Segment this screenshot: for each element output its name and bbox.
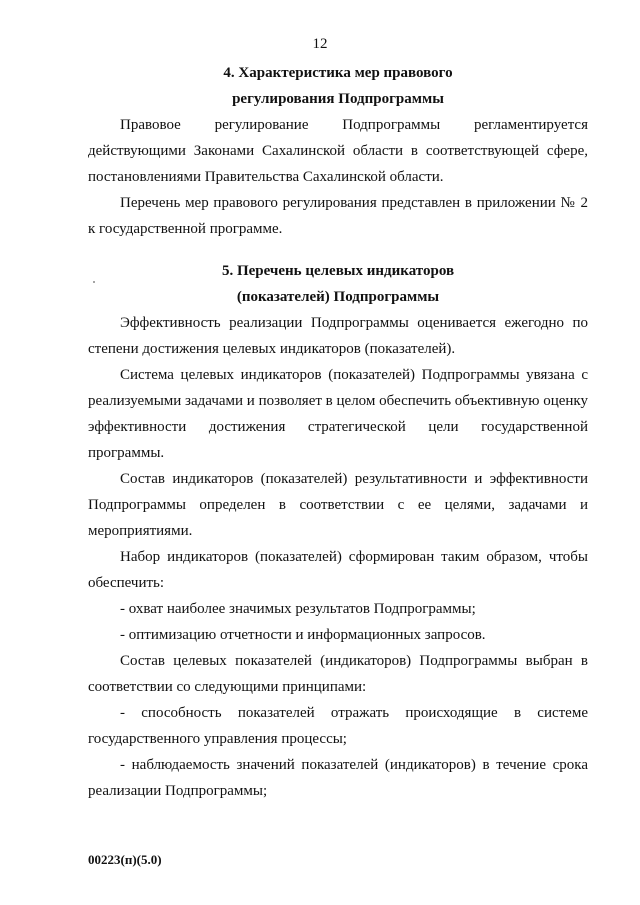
list-item: - наблюдаемость значений показателей (индикаторов) в течение срока реализации Подпрограммы; [88, 757, 588, 799]
section-target-indicators [88, 258, 588, 804]
paragraph: Правовое регулирование Подпрограммы регламентируется действующими Законами Сахалинской области в соответствующей сфере, постановлениями Правительства Сахалинской области. [88, 117, 588, 185]
paragraph: Система целевых индикаторов (показателей) Подпрограммы увязана с реализуемыми задачами и позволяет в целом обеспечить объективную оценку эффективности достижения стратегической цели государственной программы. [88, 367, 588, 461]
paragraph: Эффективность реализации Подпрограммы оценивается ежегодно по степени достижения целевых индикаторов (показателей). [88, 315, 588, 357]
section-heading [88, 258, 588, 310]
scan-speck [93, 281, 95, 283]
document-code: 00223(п)(5.0) [88, 852, 162, 867]
list-item: - охват наиболее значимых результатов Подпрограммы; [120, 601, 476, 617]
section-heading [88, 60, 588, 112]
heading-line-1: 5. Перечень целевых индикаторов [221, 263, 455, 279]
document-body [88, 60, 588, 820]
paragraph: Состав индикаторов (показателей) результативности и эффективности Подпрограммы определен в соответствии с ее целями, задачами и мероприятиями. [88, 471, 588, 539]
paragraph: Перечень мер правового регулирования представлен в приложении № 2 к государственной программе. [88, 195, 588, 237]
list-item: - оптимизацию отчетности и информационных запросов. [120, 627, 486, 643]
heading-line-1: 4. Характеристика мер правового [223, 65, 453, 81]
page-number: 12 [312, 36, 328, 52]
heading-line-2: регулирования Подпрограммы [232, 91, 444, 107]
paragraph: Набор индикаторов (показателей) сформирован таким образом, чтобы обеспечить: [88, 549, 588, 591]
list-item: - способность показателей отражать происходящие в системе государственного управления процессы; [88, 705, 588, 747]
paragraph: Состав целевых показателей (индикаторов) Подпрограммы выбран в соответствии со следующими принципами: [88, 653, 588, 695]
section-legal-regulation [88, 60, 588, 242]
heading-line-2: (показателей) Подпрограммы [236, 289, 440, 305]
